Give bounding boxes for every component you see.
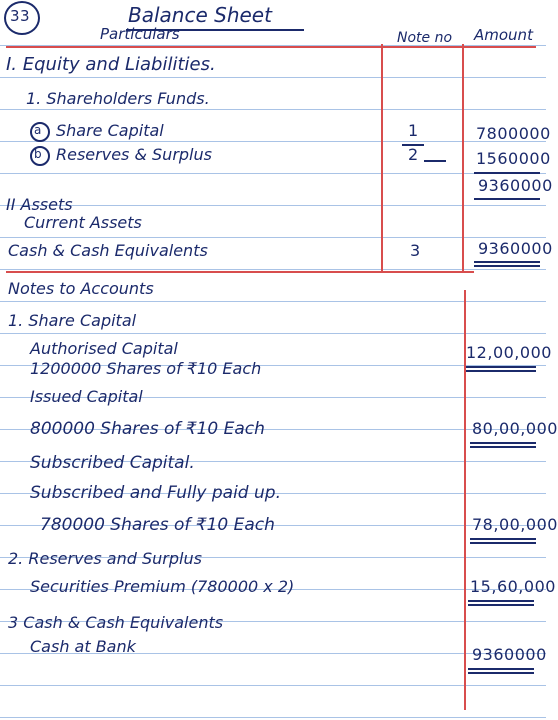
column-header-note: Note no (397, 30, 453, 46)
authorised-capital-amount: 12,00,000 (466, 343, 552, 362)
note-3-title: 3 Cash & Cash Equivalents (8, 613, 224, 632)
total-rule (474, 198, 540, 200)
fully-paid-desc: 780000 Shares of ₹10 Each (40, 515, 275, 535)
amount-rule (466, 370, 536, 372)
rule-line (0, 205, 546, 206)
rule-line (0, 237, 546, 238)
row-share-capital-label: Share Capital (56, 121, 164, 140)
amount-rule (468, 672, 534, 674)
column-header-amount: Amount (474, 26, 533, 44)
row-share-capital-amount: 7800000 (476, 124, 551, 143)
issued-capital-amount: 80,00,000 (472, 419, 558, 438)
row-reserves-label: Reserves & Surplus (56, 145, 212, 164)
note-column-divider (381, 44, 383, 272)
note-2-desc: Securities Premium (780000 x 2) (30, 577, 295, 596)
issued-capital-label: Issued Capital (30, 387, 143, 406)
cash-double-rule (474, 265, 540, 267)
section-assets: II Assets (6, 195, 73, 214)
row-cash-amount: 9360000 (478, 239, 553, 258)
amount-column-divider (462, 44, 464, 272)
marker-b: b (34, 147, 43, 161)
rule-line (0, 269, 546, 270)
amount-rule (466, 366, 536, 368)
row-reserves-note: 2 (408, 145, 419, 164)
subscribed-capital-label: Subscribed Capital. (30, 453, 195, 473)
subsection-current-assets: Current Assets (24, 213, 142, 232)
amount-rule (468, 600, 534, 602)
note-2-amount: 15,60,000 (470, 577, 556, 596)
total-equity-liabilities: 9360000 (478, 176, 553, 195)
amount-rule (468, 668, 534, 670)
page-title: Balance Sheet (128, 3, 272, 27)
amount-rule (470, 538, 536, 540)
rule-line (0, 173, 546, 174)
amount-rule (470, 446, 536, 448)
row-reserves-amount: 1560000 (476, 149, 551, 168)
authorised-capital-label: Authorised Capital (30, 339, 178, 358)
note-3-amount: 9360000 (472, 645, 547, 664)
issued-capital-desc: 800000 Shares of ₹10 Each (30, 419, 265, 439)
cash-double-rule (474, 261, 540, 263)
rule-line (0, 77, 546, 78)
notes-heading: Notes to Accounts (8, 279, 154, 298)
rule-line (0, 717, 546, 718)
note-3-desc: Cash at Bank (30, 637, 136, 656)
question-number: 33 (10, 7, 31, 25)
note-2-title: 2. Reserves and Surplus (8, 549, 202, 568)
table-header-rule (6, 46, 536, 48)
note-dash (424, 160, 446, 162)
marker-a: a (34, 123, 42, 137)
row-cash-label: Cash & Cash Equivalents (8, 241, 208, 260)
amount-rule (470, 542, 536, 544)
table-bottom-rule (6, 271, 474, 273)
rule-line (0, 109, 546, 110)
section-equity-liabilities: I. Equity and Liabilities. (6, 54, 216, 75)
fully-paid-label: Subscribed and Fully paid up. (30, 483, 281, 503)
amount-rule (470, 442, 536, 444)
fully-paid-amount: 78,00,000 (472, 515, 558, 534)
column-header-particulars: Particulars (100, 25, 180, 43)
amount-rule (468, 604, 534, 606)
authorised-capital-desc: 1200000 Shares of ₹10 Each (30, 359, 262, 378)
subtotal-rule (474, 172, 540, 174)
row-share-capital-note: 1 (408, 121, 419, 140)
subsection-shareholders-funds: 1. Shareholders Funds. (26, 89, 210, 108)
rule-line (0, 141, 546, 142)
row-cash-note: 3 (410, 241, 421, 260)
note-1-title: 1. Share Capital (8, 311, 137, 330)
